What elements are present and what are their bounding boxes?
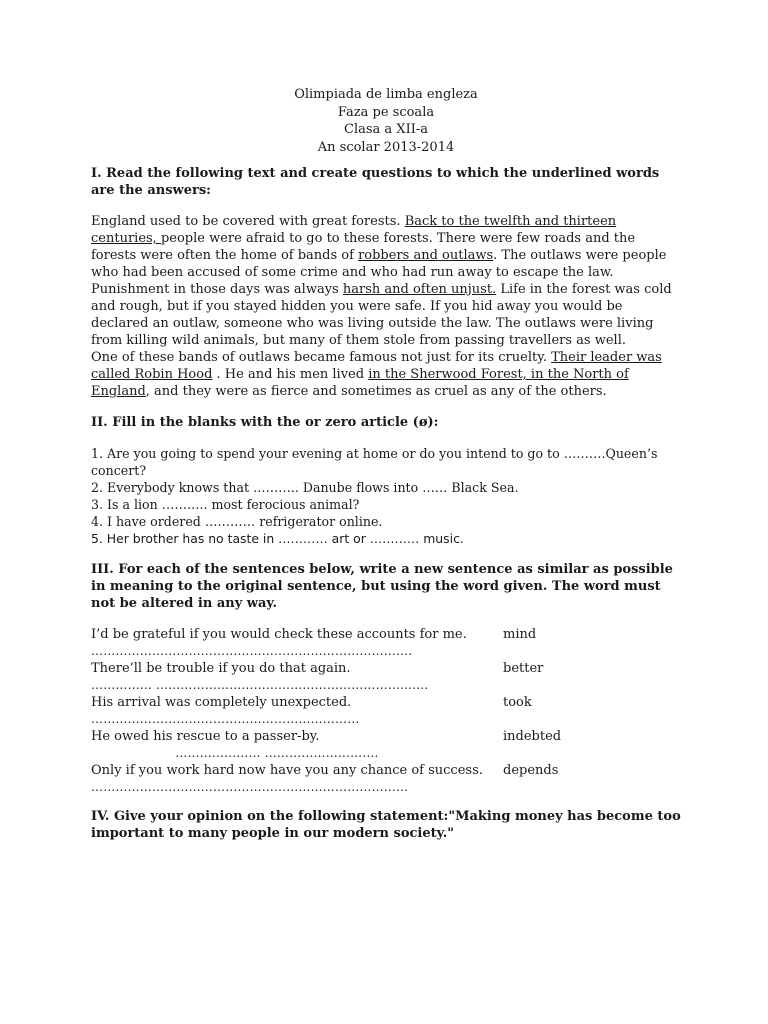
answer-line: ………………………………………………………… <box>91 712 360 726</box>
answer-line: ………………… ………………………. <box>91 746 379 760</box>
transformation-row <box>91 660 681 677</box>
blank-item-5: 5. Her brother has no taste in ………… art or ………… music. <box>91 531 464 546</box>
blank-item-2: 2. Everybody knows that ……….. Danube flows into …… Black Sea. <box>91 480 519 495</box>
blank-item-4: 4. I have ordered ………… refrigerator online. <box>91 514 383 529</box>
section-4-title: IV. Give your opinion on the following statement:"Making money has become too important to many people in our modern society." <box>91 809 681 841</box>
document-page <box>91 86 681 856</box>
key-word: better <box>503 661 544 676</box>
original-sentence: There’ll be trouble if you do that again. <box>91 661 351 676</box>
original-sentence: He owed his rescue to a passer-by. <box>91 729 320 744</box>
document-header <box>91 86 681 156</box>
key-word: mind <box>503 627 537 642</box>
section-1-paragraph-2 <box>91 349 681 400</box>
section-1-paragraph-1 <box>91 213 681 349</box>
underlined-answer: harsh and often unjust. <box>342 282 497 297</box>
header-line-1: Olimpiada de limba engleza <box>294 87 478 102</box>
transformation-list <box>91 626 681 796</box>
underlined-answer: Back to the twelfth and thirteen centuries, <box>91 214 617 246</box>
transformation-row <box>91 626 681 643</box>
text-run: . He and his men lived <box>212 367 369 382</box>
answer-line: …………… …………………………………………………………. <box>91 678 429 692</box>
header-line-2: Faza pe scoala <box>337 104 435 120</box>
transformation-item-5 <box>91 762 681 796</box>
section-2-title: II. Fill in the blanks with the or zero article (ø): <box>91 415 439 430</box>
answer-line: ……………………………………………………………………. <box>91 644 413 658</box>
transformation-row <box>91 762 681 779</box>
section-1-title: I. Read the following text and create questions to which the underlined words are the answers: <box>91 166 660 198</box>
text-run: England used to be covered with great forests. <box>91 214 405 229</box>
text-run: . The outlaws were people who had been accused of some crime and who had run away to escape the law. Punishment in those days was always <box>91 248 667 297</box>
section-3-title: III. For each of the sentences below, write a new sentence as similar as possible in meaning to the original sentence, but using the word given. The word must not be altered in any way. <box>91 562 673 611</box>
original-sentence: His arrival was completely unexpected. <box>91 695 352 710</box>
text-run: people were afraid to go to these forests. There were few roads and the forests were often the home of bands of <box>91 231 636 263</box>
blank-item-1: 1. Are you going to spend your evening at home or do you intend to go to ……….Queen’s concert? <box>91 446 658 478</box>
transformation-item-3 <box>91 694 681 728</box>
key-word: took <box>503 695 532 710</box>
key-word: indebted <box>503 729 562 744</box>
underlined-answer: robbers and outlaws <box>358 248 494 263</box>
blank-item-3: 3. Is a lion ……….. most ferocious animal? <box>91 497 360 512</box>
section-2-items <box>91 445 681 547</box>
transformation-row <box>91 728 681 745</box>
text-run: , and they were as fierce and sometimes as cruel as any of the others. <box>145 384 607 399</box>
underlined-answer: in the Sherwood Forest, in the North of England <box>91 367 629 399</box>
transformation-item-4 <box>91 728 681 762</box>
answer-line: …………………………………………………………………… <box>91 780 409 794</box>
transformation-row <box>91 694 681 711</box>
header-line-3: Clasa a XII-a <box>344 122 428 137</box>
key-word: depends <box>503 763 559 778</box>
text-run: One of these bands of outlaws became famous not just for its cruelty. <box>91 350 552 365</box>
header-line-4: An scolar 2013-2014 <box>317 139 455 155</box>
original-sentence: I’d be grateful if you would check these accounts for me. <box>91 627 467 642</box>
transformation-item-2 <box>91 660 681 694</box>
underlined-answer: Their leader was called Robin Hood <box>91 350 662 382</box>
transformation-item-1 <box>91 626 681 660</box>
original-sentence: Only if you work hard now have you any chance of success. <box>91 763 483 778</box>
text-run: Life in the forest was cold and rough, but if you stayed hidden you were safe. If you hid away you would be declared an outlaw, someone who was living outside the law. The outlaws were living from killing wild animals, but many of them stole from passing travellers as well. <box>91 282 672 348</box>
